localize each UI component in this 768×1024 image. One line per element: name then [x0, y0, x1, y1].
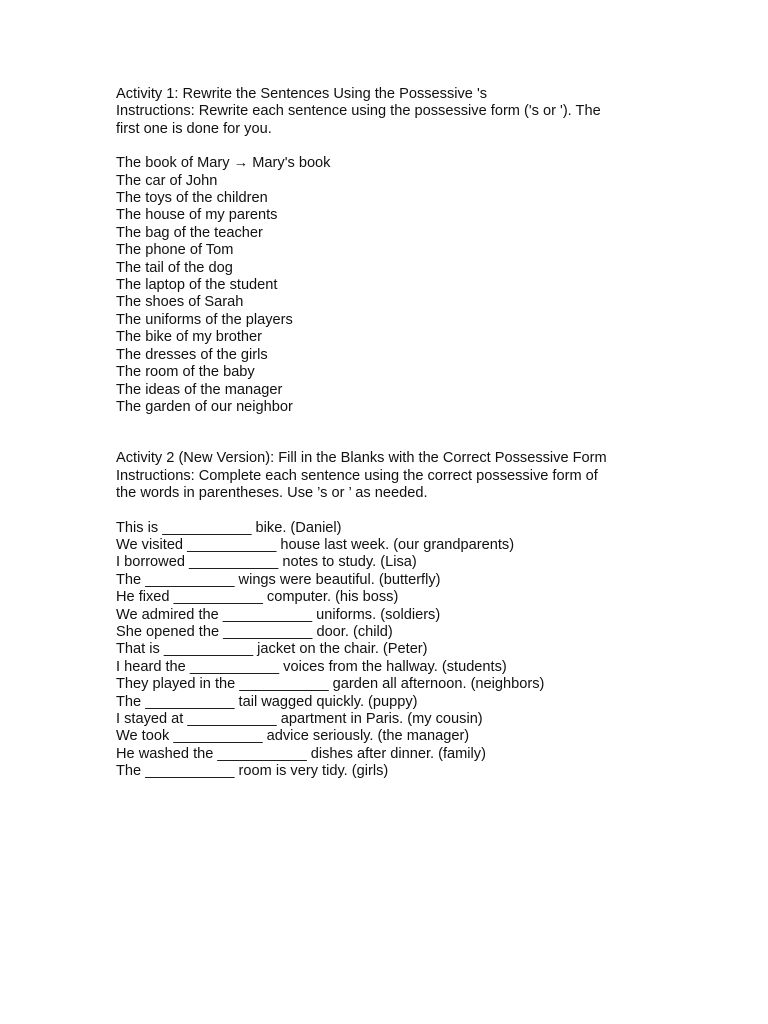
list-item: The phone of Tom: [116, 242, 234, 259]
list-item: He fixed ___________ computer. (his boss): [116, 589, 399, 606]
worksheet-page: [116, 86, 646, 781]
list-item: The bag of the teacher: [116, 224, 263, 241]
list-item: The room of the baby: [116, 364, 255, 381]
list-item: I borrowed ___________ notes to study. (Lisa): [116, 554, 417, 571]
list-item: We admired the ___________ uniforms. (soldiers): [116, 606, 441, 623]
list-item: The laptop of the student: [116, 277, 278, 294]
activity-2-list: [116, 520, 646, 781]
list-item: The toys of the children: [116, 190, 268, 207]
list-item: The ideas of the manager: [116, 381, 283, 398]
list-item: The house of my parents: [116, 207, 278, 224]
list-item: We took ___________ advice seriously. (the manager): [116, 728, 470, 745]
list-item: I heard the ___________ voices from the hallway. (students): [116, 658, 507, 675]
list-item: The ___________ room is very tidy. (girls): [116, 763, 389, 780]
list-item: The uniforms of the players: [116, 311, 293, 328]
list-item: He washed the ___________ dishes after dinner. (family): [116, 745, 486, 762]
list-item: They played in the ___________ garden all afternoon. (neighbors): [116, 676, 545, 693]
activity-1-instructions-line-1: Instructions: Rewrite each sentence using the possessive form ('s or '). The: [116, 103, 601, 120]
list-item: I stayed at ___________ apartment in Paris. (my cousin): [116, 711, 483, 727]
list-item: The shoes of Sarah: [116, 294, 244, 311]
activity-2-section: [116, 450, 646, 780]
activity-1-list: [116, 173, 646, 417]
list-item: The car of John: [116, 172, 218, 189]
activity-1-instructions-line-2: first one is done for you.: [116, 120, 272, 137]
activity-1-example: The book of Mary → Mary's book: [116, 155, 331, 172]
activity-1-section: [116, 86, 646, 416]
list-item: She opened the ___________ door. (child): [116, 623, 393, 640]
activity-2-title: Activity 2 (New Version): Fill in the Blanks with the Correct Possessive Form: [116, 450, 607, 467]
list-item: The ___________ tail wagged quickly. (puppy): [116, 693, 418, 710]
activity-1-title: Activity 1: Rewrite the Sentences Using the Possessive 's: [116, 86, 488, 102]
list-item: The garden of our neighbor: [116, 398, 293, 415]
list-item: The ___________ wings were beautiful. (butterfly): [116, 571, 441, 588]
activity-2-instructions-line-1: Instructions: Complete each sentence using the correct possessive form of: [116, 467, 598, 484]
list-item: We visited ___________ house last week. (our grandparents): [116, 536, 515, 553]
list-item: The tail of the dog: [116, 259, 233, 276]
activity-2-instructions-line-2: the words in parentheses. Use ’s or ’ as needed.: [116, 485, 428, 502]
list-item: The dresses of the girls: [116, 346, 268, 363]
list-item: That is ___________ jacket on the chair. (Peter): [116, 641, 428, 658]
list-item: This is ___________ bike. (Daniel): [116, 519, 342, 536]
list-item: The bike of my brother: [116, 329, 263, 346]
